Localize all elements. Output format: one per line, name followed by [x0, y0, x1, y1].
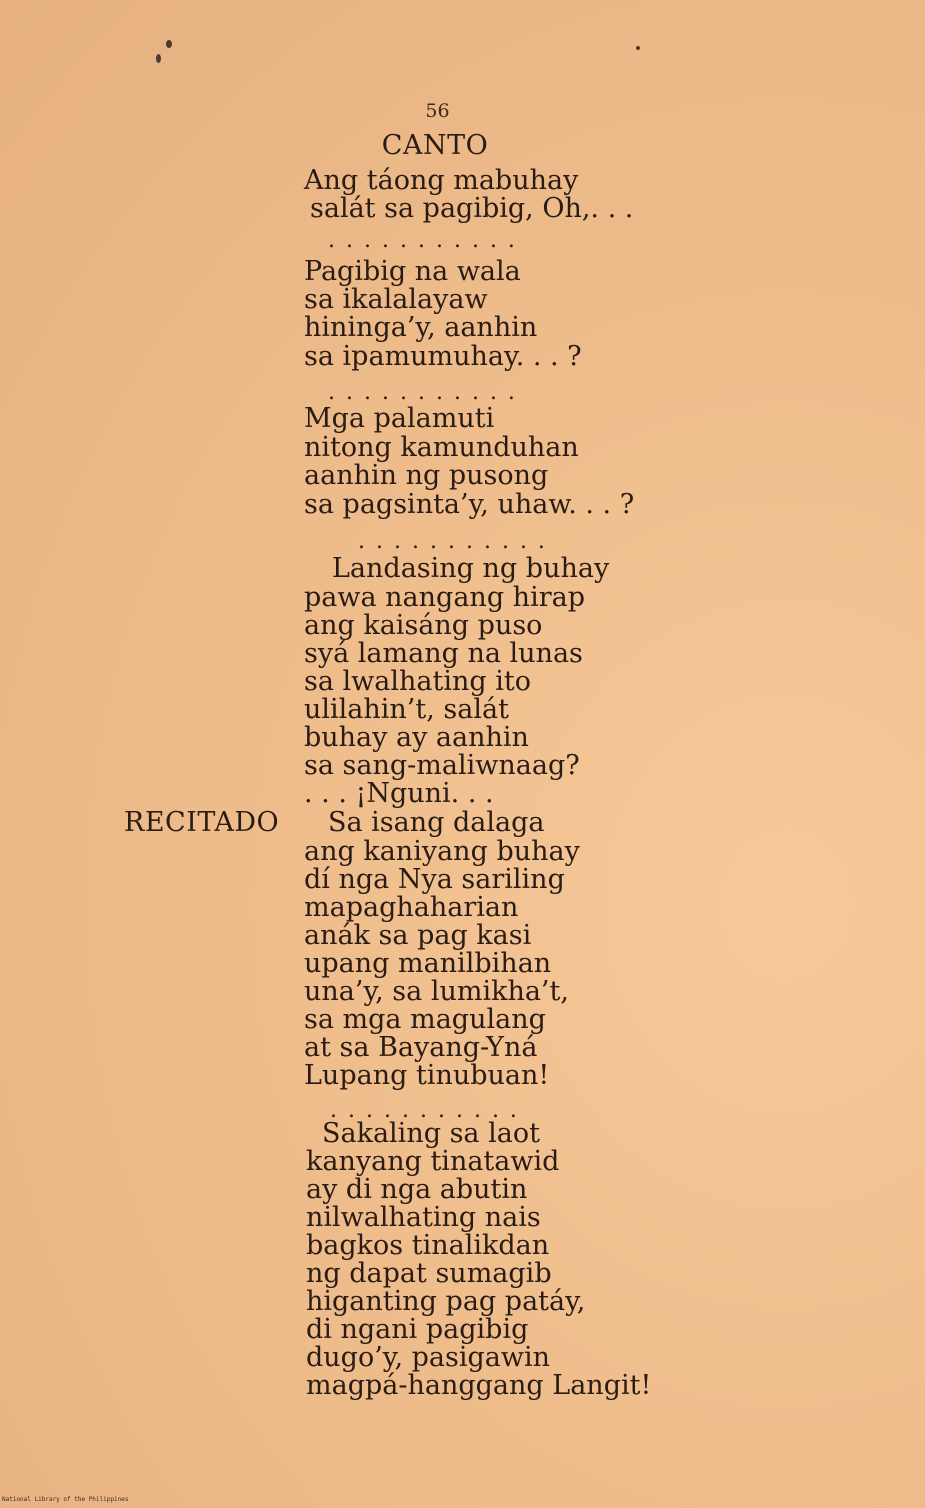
verse-line: upang manilbihan — [304, 948, 552, 979]
ink-speck — [166, 40, 172, 48]
verse-line: sa sang-maliwnaag? — [304, 750, 580, 781]
verse-line: at sa Bayang-Yná — [304, 1032, 538, 1063]
verse-line: Sakaling sa laot — [322, 1118, 540, 1149]
verse-line: Sa isang dalaga — [328, 807, 545, 838]
verse-line: nilwalhating nais — [306, 1202, 541, 1233]
verse-line: Landasing ng buhay — [332, 553, 610, 584]
side-label: RECITADO — [124, 807, 280, 838]
verse-line: Mga palamuti — [304, 403, 495, 434]
verse-line: buhay ay aanhin — [304, 722, 529, 753]
verse-line: anák sa pag kasi — [304, 920, 532, 951]
verse-line: mapaghaharian — [304, 892, 519, 923]
separator-dots: ........... — [358, 529, 556, 554]
verse-line: . . . ¡Nguni. . . — [304, 778, 494, 809]
verse-line: sa mga magulang — [304, 1004, 546, 1035]
ink-speck — [636, 46, 640, 50]
verse-line: nitong kamunduhan — [304, 432, 579, 463]
separator-dots: ........... — [328, 228, 526, 253]
verse-line: ang kaisáng puso — [304, 610, 543, 641]
verse-line: salát sa pagibig, Oh,. . . — [310, 193, 634, 224]
separator-dots: ........... — [330, 1098, 528, 1123]
verse-line: sa ipamumuhay. . . ? — [304, 341, 582, 372]
verse-line: magpá-hanggang Langit! — [306, 1370, 652, 1401]
archive-footer: National Library of the Philippines — [2, 1496, 129, 1503]
ink-speck — [156, 54, 161, 63]
verse-line: kanyang tinatawid — [306, 1146, 560, 1177]
verse-line: di ngani pagibig — [306, 1314, 529, 1345]
page-number: 56 — [425, 100, 450, 122]
verse-line: Ang táong mabuhay — [304, 165, 579, 196]
verse-line: ang kaniyang buhay — [304, 836, 580, 867]
section-heading: CANTO — [381, 130, 489, 161]
verse-line: aanhin ng pusong — [304, 460, 549, 491]
separator-dots: ........... — [328, 380, 526, 405]
verse-line: ulilahin’t, salát — [304, 694, 509, 725]
verse-line: una’y, sa lumikha’t, — [304, 976, 569, 1007]
verse-line: Lupang tinubuan! — [304, 1060, 550, 1091]
verse-line: dugo’y, pasigawin — [306, 1342, 551, 1373]
verse-line: sa lwalhating ito — [304, 666, 531, 697]
verse-line: ng dapat sumagib — [306, 1258, 552, 1289]
verse-line: pawa nangang hirap — [304, 582, 585, 613]
verse-line: Pagibig na wala — [304, 256, 521, 287]
verse-line: higanting pag patáy, — [306, 1286, 586, 1317]
verse-line: bagkos tinalikdan — [306, 1230, 550, 1261]
verse-line: ay di nga abutin — [306, 1174, 528, 1205]
verse-line: sa pagsinta’y, uhaw. . . ? — [304, 489, 635, 520]
verse-line: syá lamang na lunas — [304, 638, 583, 669]
verse-line: sa ikalalayaw — [304, 284, 488, 315]
verse-line: dí nga Nya sariling — [304, 864, 565, 895]
verse-line: hininga’y, aanhin — [304, 312, 538, 343]
